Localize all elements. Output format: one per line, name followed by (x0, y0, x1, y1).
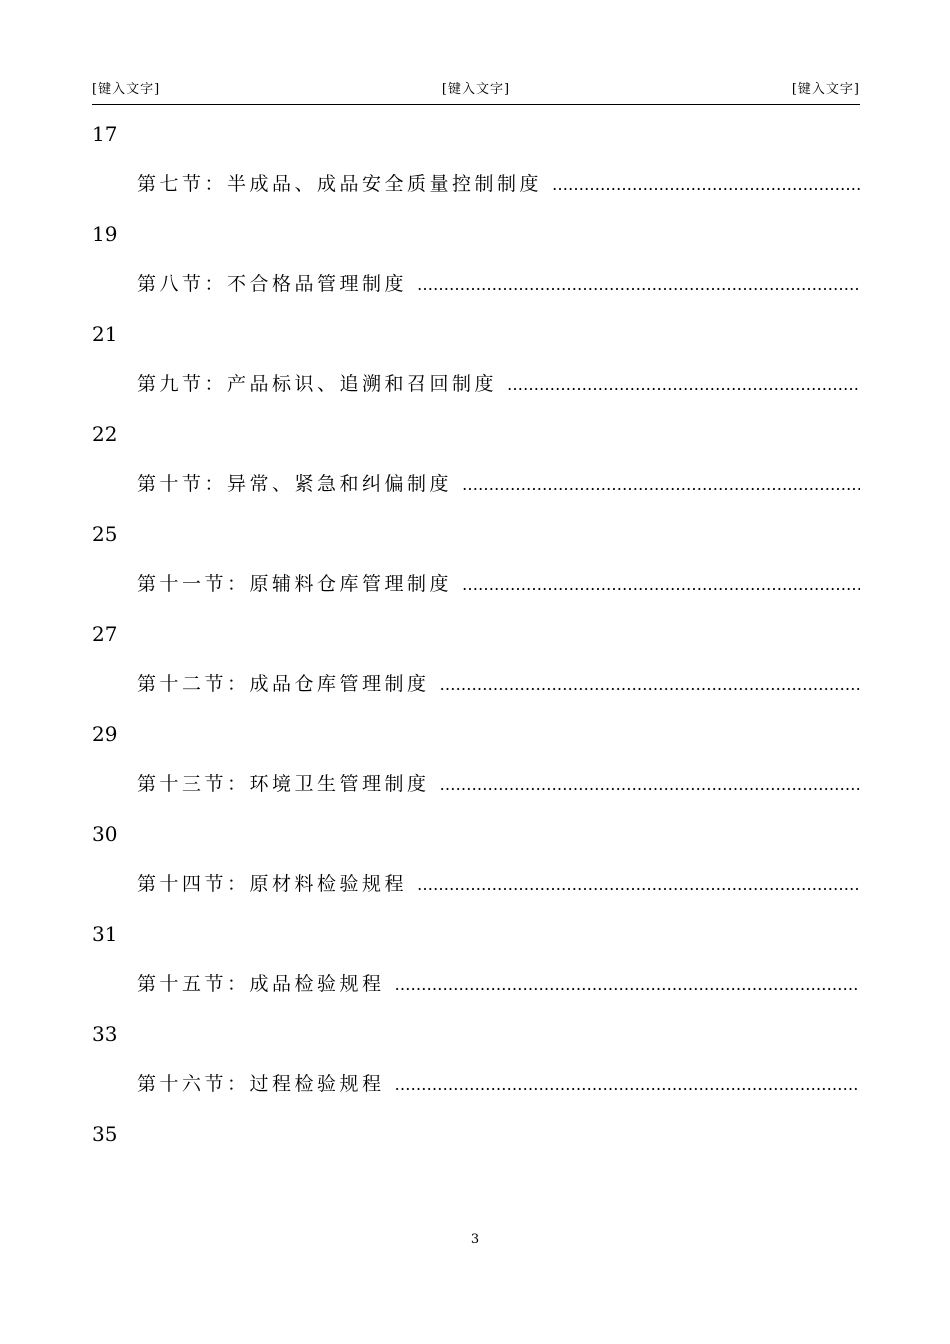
toc-page-number: 17 (92, 122, 118, 146)
header-right-placeholder[interactable]: [键入文字] (791, 82, 860, 97)
toc-leader-dots (497, 372, 860, 397)
page-header (92, 76, 860, 105)
toc-entry[interactable] (92, 572, 860, 597)
toc-entry[interactable] (92, 772, 860, 797)
toc-page-number: 31 (92, 922, 118, 946)
toc-page-number: 22 (92, 422, 118, 446)
toc-page-number: 29 (92, 722, 118, 746)
toc-page-number: 19 (92, 222, 118, 246)
toc-leader-dots (407, 272, 860, 297)
toc-leader-dots (542, 172, 860, 197)
toc-page-number: 33 (92, 1022, 118, 1046)
toc-entry-title: 第十六节：过程检验规程 (137, 1073, 385, 1095)
toc-entry[interactable] (92, 872, 860, 897)
toc-entry-title: 第九节：产品标识、追溯和召回制度 (137, 373, 498, 395)
header-center-placeholder[interactable]: [键入文字] (441, 82, 511, 97)
page-footer-number: 3 (470, 1232, 480, 1247)
toc-page-number: 30 (92, 822, 118, 846)
toc-entry[interactable] (92, 472, 860, 497)
toc-entry[interactable] (92, 272, 860, 297)
toc-leader-dots (407, 872, 860, 897)
toc-leader-dots (452, 572, 860, 597)
toc-entry[interactable] (92, 972, 860, 997)
toc-page-number: 27 (92, 622, 118, 646)
toc-leader-dots (385, 1072, 860, 1097)
toc-page-number: 25 (92, 522, 118, 546)
toc-entry[interactable] (92, 1072, 860, 1097)
toc-entry-title: 第十五节：成品检验规程 (137, 973, 385, 995)
toc-leader-dots (452, 472, 860, 497)
toc-entry-title: 第十二节：成品仓库管理制度 (137, 673, 430, 695)
toc-leader-dots (385, 972, 860, 997)
toc-leader-dots (430, 772, 860, 797)
toc-entry-title: 第十一节：原辅料仓库管理制度 (137, 573, 453, 595)
toc-page-number: 21 (92, 322, 118, 346)
toc-page-number: 35 (92, 1122, 118, 1146)
toc-entry-title: 第十四节：原材料检验规程 (137, 873, 408, 895)
table-of-contents (92, 122, 860, 1172)
toc-entry-title: 第十三节：环境卫生管理制度 (137, 773, 430, 795)
header-left-placeholder[interactable]: [键入文字] (92, 82, 161, 97)
toc-entry-title: 第七节：半成品、成品安全质量控制制度 (137, 173, 543, 195)
toc-entry[interactable] (92, 672, 860, 697)
toc-entry[interactable] (92, 172, 860, 197)
toc-entry-title: 第八节：不合格品管理制度 (137, 273, 408, 295)
toc-leader-dots (430, 672, 860, 697)
toc-entry[interactable] (92, 372, 860, 397)
toc-entry-title: 第十节：异常、紧急和纠偏制度 (137, 473, 453, 495)
